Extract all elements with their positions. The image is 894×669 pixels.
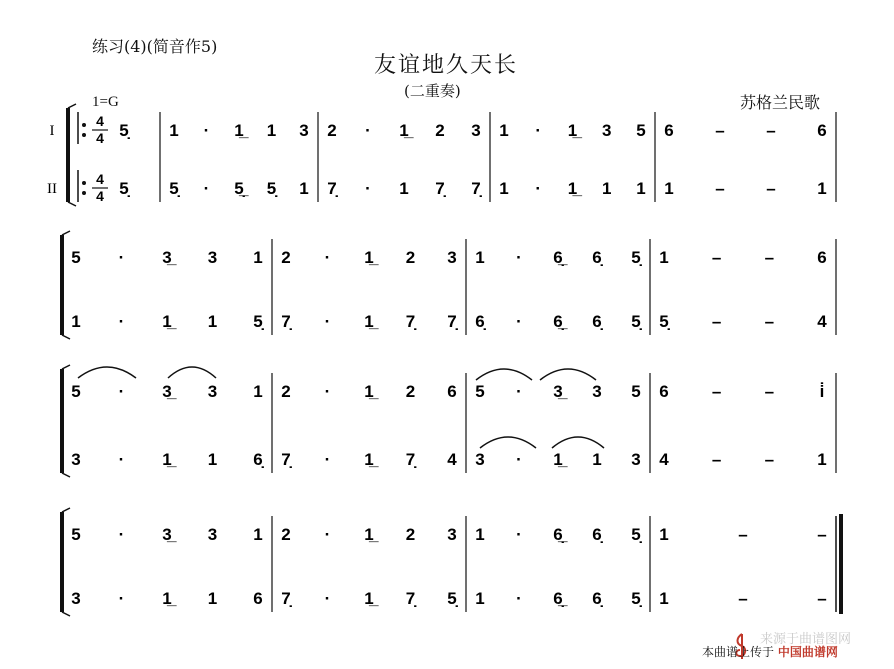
upper-note: 3 [602,121,612,140]
lower-note: 1 [207,589,218,608]
upper-note: – [738,525,748,544]
upper-note: · [516,248,522,267]
upper-note: 3 [471,121,481,140]
lower-note: 7̣ [281,450,291,469]
upper-note: 6̲̣ [553,525,563,544]
upper-note: 1 [253,382,263,401]
lower-note: 6̲̣ [553,312,563,331]
system-bracket-hook-bottom [68,202,76,206]
lower-note: 7̣ [405,589,416,608]
lower-note: – [738,589,748,608]
lower-note: 1 [475,589,485,608]
lower-note: 7̣ [435,179,445,198]
lower-note: 1̲ [162,589,172,608]
lower-note: 4 [447,450,457,469]
upper-note: 6 [447,382,457,401]
upper-note: 5 [71,248,81,267]
upper-note: 6 [817,248,827,267]
lower-note: · [535,179,542,198]
footer-site-name: 中国曲谱网 [777,645,838,659]
lower-note: 6̲̣ [553,589,563,608]
upper-note: 3 [447,248,457,267]
upper-note: 6̲̣ [553,248,563,267]
footer-credit [702,643,838,660]
lower-note: · [516,450,522,469]
system-bracket-hook-top [62,231,70,235]
lower-note: 3 [631,450,641,469]
lower-note: 5̣ [631,589,641,608]
lower-note: – [817,589,827,608]
upper-note: · [118,248,125,267]
lower-note: · [516,312,522,331]
slur [540,369,596,380]
lower-note: 1̲ [567,179,578,198]
lower-note: 1 [817,450,827,469]
pickup-note-lower: 5̣ [119,179,129,198]
upper-note: 6 [817,121,827,140]
lower-note: – [766,179,776,198]
upper-note: – [711,382,722,401]
lower-note: 1 [817,179,827,198]
upper-note: 3̲ [162,525,172,544]
upper-note: 3̲ [553,382,563,401]
part-label: II [47,181,57,197]
lower-note: – [715,179,725,198]
upper-note: 2 [281,525,291,544]
key-signature: 1=G [92,94,119,110]
lower-note: 1̲ [162,312,172,331]
upper-note: 1̲ [364,382,374,401]
system-bracket-hook-bottom [62,335,70,339]
lower-note: – [711,450,722,469]
lower-note: · [324,589,331,608]
repeat-dot [82,191,86,195]
upper-note: 1̲ [399,121,409,140]
lower-note: 5̣ [169,179,179,198]
upper-note: 2 [435,121,445,140]
system-bracket-hook-bottom [62,612,70,616]
system-bracket-hook-top [62,508,70,512]
upper-note: 3̲ [162,248,172,267]
upper-note: 2 [281,248,291,267]
lower-note: 1 [659,589,669,608]
upper-note: 1̲ [364,525,374,544]
upper-note: 6 [664,121,674,140]
upper-note: · [324,248,331,267]
pickup-note-upper: 5̣ [119,121,129,140]
lower-note: 1 [636,179,646,198]
upper-note: · [516,382,522,401]
upper-note: i̇ [819,382,825,401]
lower-note: 3 [71,589,81,608]
lower-note: 1̲ [364,312,374,331]
upper-note: 3 [447,525,457,544]
lower-note: – [764,450,775,469]
upper-note: 1 [169,121,179,140]
song-subtitle: (二重奏) [404,82,461,100]
lower-note: · [324,450,331,469]
upper-note: 2 [405,525,416,544]
lower-note: · [203,179,210,198]
repeat-dot [82,181,86,185]
upper-note: 5 [475,382,485,401]
lower-note: 5̣ [266,179,277,198]
slur [476,369,532,380]
lower-note: 7̣ [405,312,416,331]
system-bracket-hook-top [62,365,70,369]
lower-note: 1 [71,312,81,331]
song-title: 友谊地久天长 [374,53,519,78]
upper-note: · [118,525,125,544]
upper-note: 3 [299,121,309,140]
lower-note: 5̣ [631,312,641,331]
lower-note: 1 [499,179,509,198]
lower-note: 1̲ [162,450,172,469]
upper-note: 2 [281,382,291,401]
lower-note: 3 [475,450,485,469]
upper-note: 3 [207,382,218,401]
upper-note: 2 [327,121,337,140]
upper-note: · [324,382,331,401]
upper-note: 5 [71,382,81,401]
upper-note: 3 [592,382,602,401]
upper-note: · [118,382,125,401]
upper-note: 2 [405,382,416,401]
lower-note: 4 [659,450,669,469]
composer-credit: 苏格兰民歌 [740,93,821,112]
lower-note: 3 [71,450,81,469]
lower-note: 6̣ [475,312,485,331]
upper-note: – [764,382,775,401]
lower-note: 4 [817,312,827,331]
upper-note: 3̲ [162,382,172,401]
upper-note: · [516,525,522,544]
lower-note: · [118,312,125,331]
upper-note: 1 [659,248,669,267]
upper-note: 5̣ [631,248,641,267]
repeat-dot [82,123,86,127]
upper-note: 1 [475,525,485,544]
time-signature-bottom: 4 [96,188,104,204]
lower-note: 1 [207,312,218,331]
lower-note: · [365,179,371,198]
lower-note: · [118,589,125,608]
upper-note: 6 [659,382,669,401]
upper-note: 5 [71,525,81,544]
lower-note: 7̣ [447,312,457,331]
upper-note: 1 [253,525,263,544]
upper-note: 3 [207,248,218,267]
upper-note: – [715,121,725,140]
time-signature-bottom: 4 [96,130,104,146]
lower-note: 5̲̣ [234,179,244,198]
exercise-label: 练习(4)(简音作5) [92,37,218,56]
upper-note: 1̲ [234,121,244,140]
lower-note: 6̣ [592,312,602,331]
upper-note: – [817,525,827,544]
upper-note: 5 [631,382,641,401]
time-signature-top: 4 [96,171,104,187]
lower-note: 1 [592,450,602,469]
slur [168,367,216,378]
upper-note: · [365,121,371,140]
lower-note: 1 [399,179,409,198]
upper-note: · [203,121,210,140]
lower-note: 5̣ [253,312,263,331]
upper-note: 3 [207,525,218,544]
lower-note: · [324,312,331,331]
slur [552,437,604,448]
upper-note: 5 [636,121,646,140]
upper-note: 1̲ [364,248,374,267]
lower-note: 6̣ [253,450,263,469]
upper-note: – [766,121,776,140]
lower-note: – [764,312,775,331]
lower-note: 7̣ [327,179,337,198]
upper-note: 1 [475,248,485,267]
lower-note: 7̣ [471,179,481,198]
lower-note: 1 [664,179,674,198]
lower-note: 1 [207,450,218,469]
time-signature-top: 4 [96,113,104,129]
lower-note: – [711,312,722,331]
lower-note: 5̣ [447,589,457,608]
lower-note: 1 [602,179,612,198]
lower-note: 7̣ [281,589,291,608]
lower-note: 1̲ [364,589,374,608]
lower-note: 7̣ [405,450,416,469]
lower-note: · [516,589,522,608]
upper-note: 6̣ [592,525,602,544]
upper-note: 1 [266,121,277,140]
lower-note: 5̣ [659,312,669,331]
system-bracket-hook-top [68,104,76,108]
lower-note: 1 [299,179,309,198]
lower-note: 1̲ [553,450,563,469]
part-label: I [49,123,55,139]
upper-note: 1 [253,248,263,267]
lower-note: 1̲ [364,450,374,469]
upper-note: – [764,248,775,267]
upper-note: – [711,248,722,267]
upper-note: · [535,121,542,140]
watermark-text: 来源于曲谱图网 [760,632,852,647]
upper-note: 5̣ [631,525,641,544]
lower-note: · [118,450,125,469]
slur [480,437,536,448]
repeat-dot [82,133,86,137]
upper-note: 1̲ [567,121,578,140]
upper-note: 6̣ [592,248,602,267]
upper-note: · [324,525,331,544]
upper-note: 1 [499,121,509,140]
lower-note: 7̣ [281,312,291,331]
system-bracket-hook-bottom [62,473,70,477]
lower-note: 6̣ [592,589,602,608]
upper-note: 1 [659,525,669,544]
upper-note: 2 [405,248,416,267]
slur [78,367,136,378]
footer-credit-text: 本曲谱上传于 [702,645,775,659]
lower-note: 6 [253,589,263,608]
